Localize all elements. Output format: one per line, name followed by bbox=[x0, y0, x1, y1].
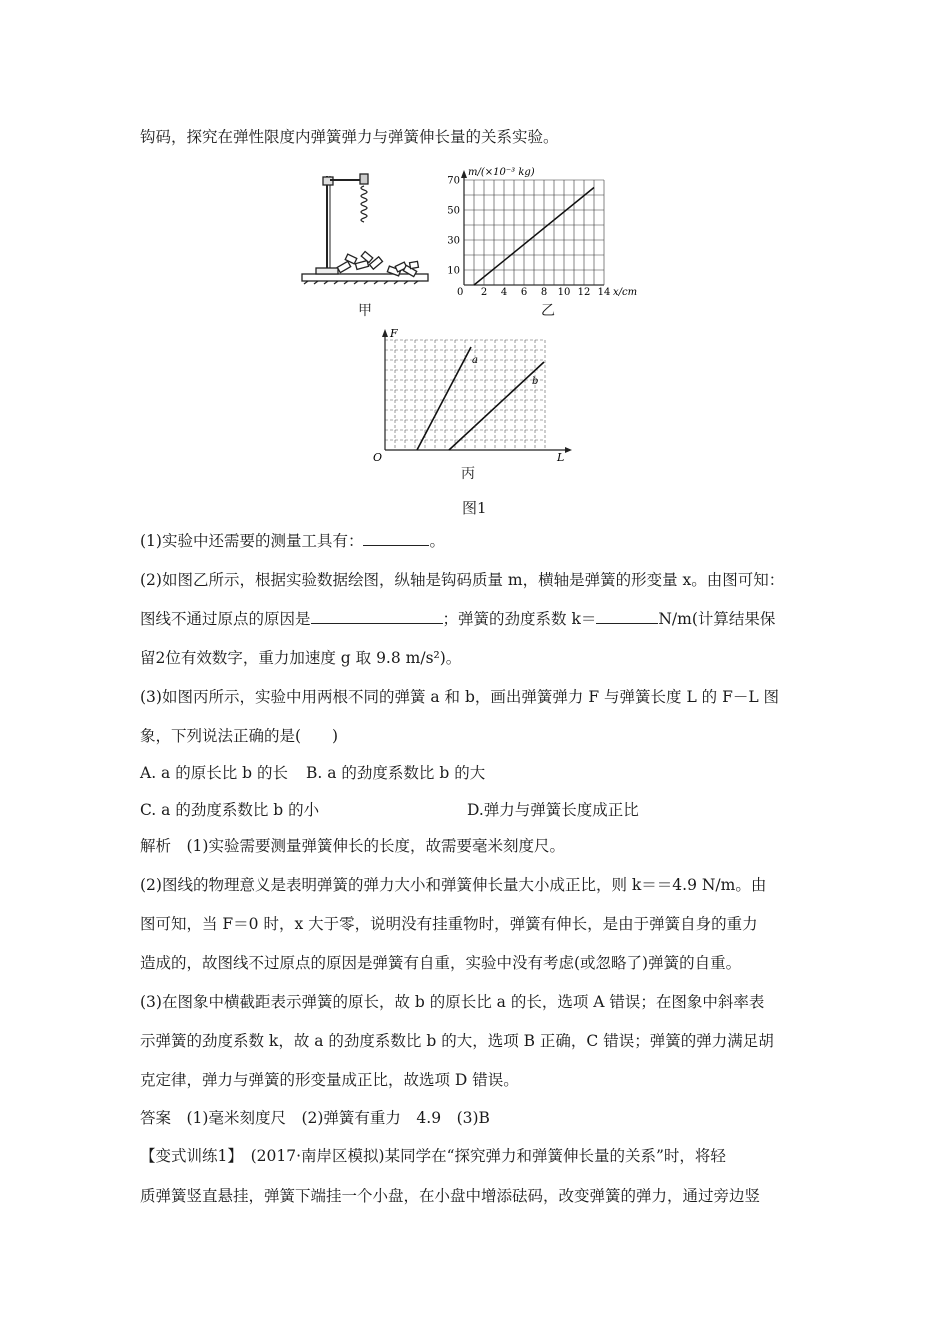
yi-x-tick-label: 8 bbox=[540, 287, 548, 298]
bing-grid bbox=[385, 340, 545, 450]
yi-x-tick-label: 6 bbox=[520, 287, 528, 298]
bing-line-a-label: a bbox=[472, 355, 478, 366]
stand-icon bbox=[302, 174, 428, 284]
bing-y-arrow-icon bbox=[382, 329, 388, 337]
question-2-line-1: (2)如图乙所示，根据实验数据绘图，纵轴是钩码质量 m，横轴是弹簧的形变量 x。由图可知： bbox=[140, 571, 785, 589]
yi-x-tick-label: 4 bbox=[500, 287, 508, 298]
figure-jia bbox=[300, 168, 435, 296]
question-3-line-1: (3)如图丙所示，实验中用两根不同的弹簧 a 和 b，画出弹簧弹力 F 与弹簧长度 L 的 F－L 图 bbox=[140, 688, 780, 706]
analysis-line-5: (3)在图象中横截距表示弹簧的原长，故 b 的原长比 a 的长，选项 A 错误；在图象中斜率表 bbox=[140, 993, 765, 1011]
figure-yi-chart bbox=[440, 160, 660, 305]
yi-y-tick-label: 10 bbox=[447, 265, 460, 277]
bing-line-b-label: b bbox=[532, 376, 539, 387]
analysis-line-6: 示弹簧的劲度系数 k，故 a 的劲度系数比 b 的大，选项 B 正确，C 错误；弹簧的弹力满足胡 bbox=[140, 1032, 774, 1050]
intro-text: 钩码，探究在弹性限度内弹簧弹力与弹簧伸长量的关系实验。 bbox=[140, 128, 559, 146]
analysis-line-2: (2)图线的物理意义是表明弹簧的弹力大小和弹簧伸长量大小成正比，则 k＝＝4.9 N/m。由 bbox=[140, 876, 767, 894]
question-1: (1)实验中还需要的测量工具有： 。 bbox=[140, 532, 445, 550]
figure-bing-caption: 丙 bbox=[461, 466, 475, 482]
bing-origin-label: O bbox=[373, 451, 383, 463]
bing-xlabel: L bbox=[557, 451, 565, 463]
bing-x-arrow-icon bbox=[565, 447, 572, 453]
yi-origin-label: 0 bbox=[457, 287, 464, 298]
yi-y-tick-label: 70 bbox=[447, 175, 460, 187]
analysis-line-3: 图可知，当 F＝0 时，x 大于零，说明没有挂重物时，弹簧有伸长，是由于弹簧自身的重力 bbox=[140, 915, 758, 933]
variant-line-2: 质弹簧竖直悬挂，弹簧下端挂一个小盘，在小盘中增添砝码，改变弹簧的弹力，通过旁边竖 bbox=[140, 1187, 761, 1205]
figure-title: 图1 bbox=[462, 499, 487, 517]
figure-yi-caption: 乙 bbox=[541, 303, 555, 319]
question-2-line-2: 图线不通过原点的原因是 ；弹簧的劲度系数 k＝ N/m(计算结果保 bbox=[140, 610, 776, 628]
yi-x-tick-label: 10 bbox=[557, 287, 571, 298]
figure-bing-chart bbox=[370, 325, 575, 463]
yi-ylabel: m/(×10⁻³ kg) bbox=[468, 167, 535, 178]
figure-jia-caption: 甲 bbox=[358, 303, 372, 319]
yi-x-tick-label: 14 bbox=[597, 287, 611, 298]
answer-blank-1[interactable] bbox=[363, 531, 429, 546]
bing-ylabel: F bbox=[390, 327, 398, 340]
answer-blank-3[interactable] bbox=[596, 609, 658, 624]
yi-y-tick-label: 50 bbox=[447, 205, 460, 217]
yi-x-tick-label: 2 bbox=[480, 287, 488, 298]
yi-grid bbox=[461, 170, 604, 285]
question-3-line-2: 象，下列说法正确的是( ) bbox=[140, 727, 339, 745]
option-a: A. a 的原长比 b 的长 bbox=[140, 764, 288, 782]
option-c: C. a 的劲度系数比 b 的小 bbox=[140, 801, 320, 819]
variant-line-1: 【变式训练1】 (2017·南岸区模拟)某同学在“探究弹力和弹簧伸长量的关系”时，将轻 bbox=[140, 1147, 726, 1165]
answer-blank-2[interactable] bbox=[311, 609, 443, 624]
question-2-line-3: 留2位有效数字，重力加速度 g 取 9.8 m/s²)。 bbox=[140, 649, 462, 667]
analysis-line-7: 克定律，弹力与弹簧的形变量成正比，故选项 D 错误。 bbox=[140, 1071, 519, 1089]
analysis-line-4: 造成的，故图线不过原点的原因是弹簧有自重，实验中没有考虑(或忽略了)弹簧的自重。 bbox=[140, 954, 742, 972]
option-d: D.弹力与弹簧长度成正比 bbox=[467, 801, 639, 819]
yi-xlabel: x/cm bbox=[613, 287, 638, 298]
answer-line: 答案 (1)毫米刻度尺 (2)弹簧有重力 4.9 (3)B bbox=[140, 1109, 490, 1127]
yi-y-tick-label: 30 bbox=[447, 235, 460, 247]
option-b: B. a 的劲度系数比 b 的大 bbox=[306, 764, 486, 782]
bing-line-b bbox=[449, 362, 544, 450]
yi-x-tick-label: 12 bbox=[577, 287, 591, 298]
analysis-line-1: 解析 (1)实验需要测量弹簧伸长的长度，故需要毫米刻度尺。 bbox=[140, 837, 565, 855]
